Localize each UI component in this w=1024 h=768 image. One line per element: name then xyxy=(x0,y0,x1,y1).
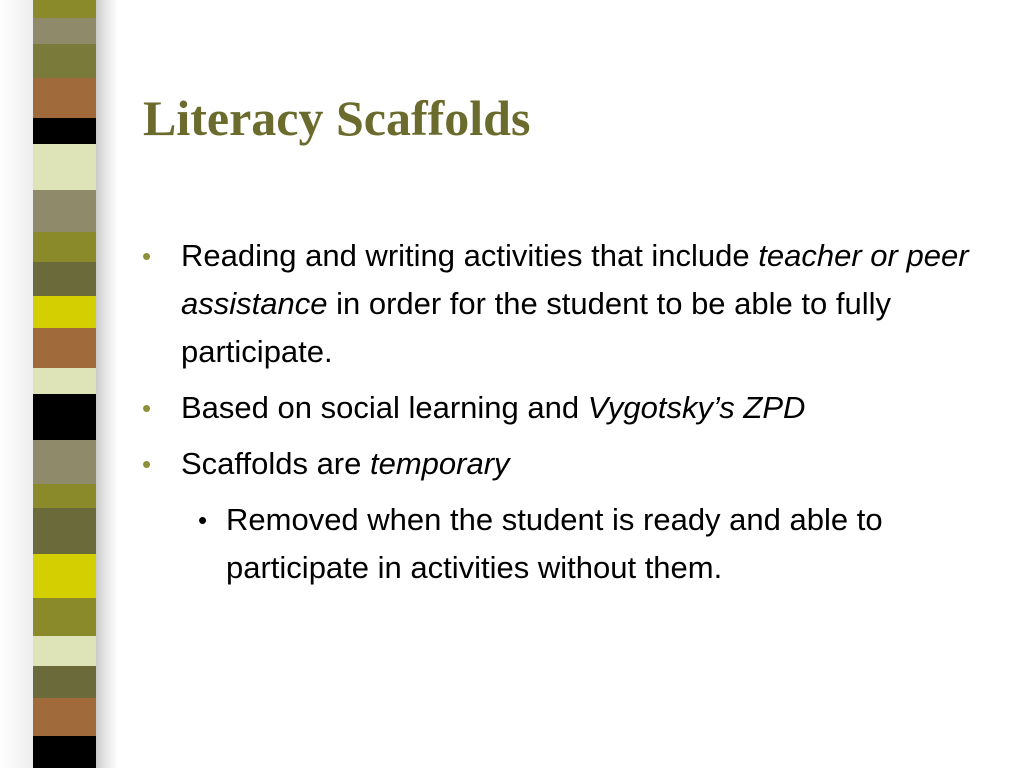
stripe xyxy=(33,598,99,636)
stripe xyxy=(33,554,99,598)
sub-bullet-item xyxy=(198,496,1000,592)
stripe xyxy=(33,296,99,328)
stripe xyxy=(33,394,99,440)
bullet-marker: • xyxy=(142,241,152,271)
stripe xyxy=(33,78,99,118)
stripe xyxy=(33,666,99,698)
bullet-list xyxy=(140,232,1000,623)
slide-title: Literacy Scaffolds xyxy=(143,90,531,146)
stripe xyxy=(33,44,99,78)
bullet-text: Scaffolds are xyxy=(181,446,370,481)
sub-bullet-text: Removed when the student is ready and able to participate in activities without them. xyxy=(226,502,883,585)
bullet-text: in order for the student to be able to fully participate. xyxy=(181,286,891,369)
bullet-text: Based on social learning and xyxy=(181,390,588,425)
stripe xyxy=(33,636,99,666)
stripe xyxy=(33,190,99,232)
stripe xyxy=(33,232,99,262)
stripe xyxy=(33,484,99,508)
stripe xyxy=(33,262,99,296)
bullet-text: Reading and writing activities that include xyxy=(181,238,759,273)
bullet-text-italic: temporary xyxy=(369,446,510,481)
sub-bullet-marker: • xyxy=(198,505,208,535)
bullet-item xyxy=(140,232,1000,376)
stripe xyxy=(33,736,99,768)
stripe xyxy=(33,328,99,368)
stripe xyxy=(33,440,99,484)
decorative-stripe-bar xyxy=(33,0,99,768)
bullet-marker: • xyxy=(142,449,152,479)
stripe xyxy=(33,144,99,190)
stripe xyxy=(33,118,99,144)
stripe xyxy=(33,0,99,18)
bar-shadow xyxy=(96,0,118,768)
bullet-text-italic: Vygotsky’s ZPD xyxy=(587,390,806,425)
stripe xyxy=(33,698,99,736)
bullet-text-italic: teacher or peer assistance xyxy=(181,238,969,321)
bullet-marker: • xyxy=(142,393,152,423)
stripe xyxy=(33,368,99,394)
stripe xyxy=(33,508,99,554)
bullet-item xyxy=(140,440,1000,488)
bullet-item xyxy=(140,384,1000,432)
stripe xyxy=(33,18,99,44)
